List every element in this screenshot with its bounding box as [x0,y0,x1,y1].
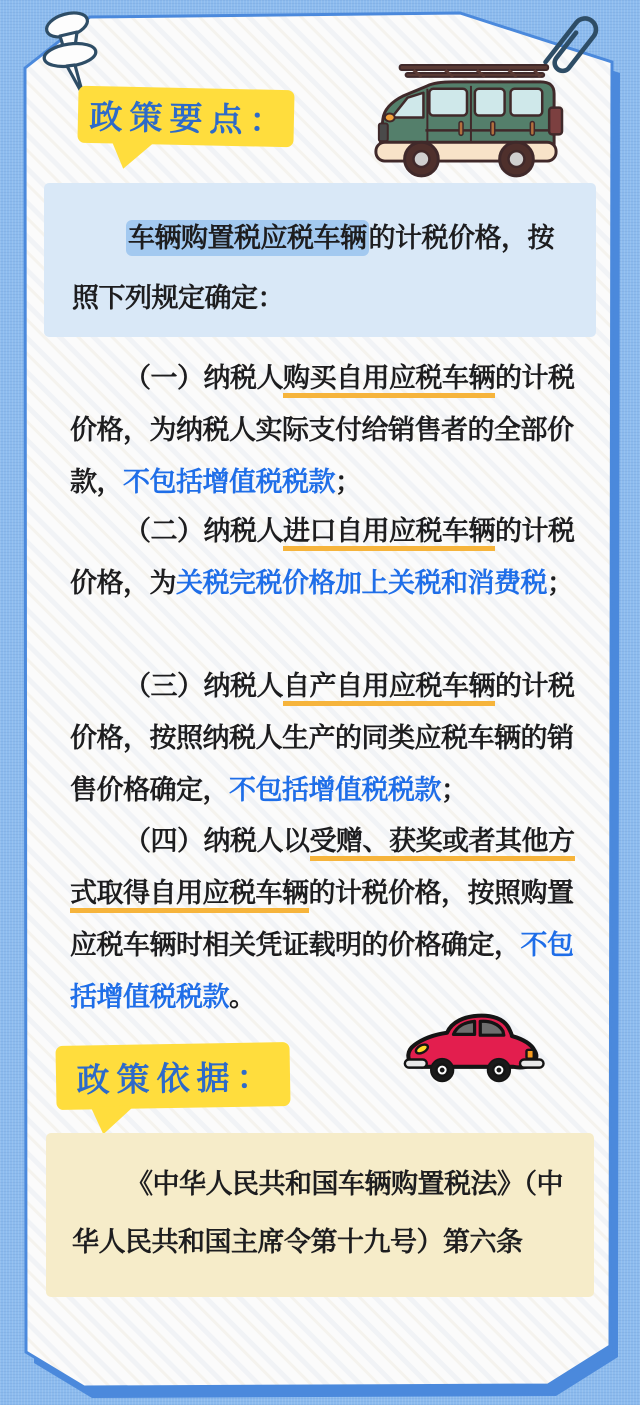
rule-text: ； [547,568,574,598]
policy-basis-badge-label: 政策依据： [76,1057,277,1099]
rule-emphasis-text: 关税完税价格加上关税和消费税 [176,568,547,598]
rule-text: 。 [229,982,256,1012]
badge-tail [111,140,156,169]
policy-basis-citation-box [46,1133,594,1297]
tax-rule-item-3 [70,660,578,816]
key-points-badge [77,86,294,148]
summary-highlighted-text: 车辆购置税应税车辆 [126,220,369,256]
rule-text: （三）纳税人 [124,671,283,701]
rule-text: 的计税价格，按照购置应税车辆时相关凭证载明的价格确定， [70,878,574,960]
rule-text: 的计税价格，为 [70,516,575,598]
green-van-illustration [366,56,564,180]
rule-emphasis-text: 不包括增值税税款 [229,775,441,805]
rule-text: （二）纳税人 [124,516,283,546]
rule-text: ； [335,467,362,497]
red-car-illustration [400,1006,550,1096]
key-points-badge-label: 政策要点： [89,97,290,140]
summary-text [72,208,574,328]
summary-rest-text: 的计税价格，按照下列规定确定： [72,223,554,313]
rule-underlined-text: 受赠、获奖或者其他方式取得自用应税车辆 [70,826,575,913]
rule-underlined-text: 自产自用应税车辆 [283,671,495,706]
policy-basis-badge [55,1042,290,1110]
rule-underlined-text: 购买自用应税车辆 [283,363,495,398]
rule-emphasis-text: 不包括增值税税款 [70,930,574,1012]
tax-rule-item-4 [70,815,578,1023]
rule-text: 的计税价格，为纳税人实际支付给销售者的全部价款， [70,363,575,497]
rule-underlined-text: 进口自用应税车辆 [283,516,495,551]
rule-text: ； [441,775,468,805]
citation-text: 《中华人民共和国车辆购置税法》（中华人民共和国主席令第十九号）第六条 [72,1169,563,1257]
badge-tail [91,1106,135,1135]
key-points-summary-box [44,183,596,337]
rule-text: （一）纳税人 [124,363,283,393]
tax-rule-item-2 [70,505,578,609]
rule-text: （四）纳税人以 [124,826,310,856]
tax-rule-item-1 [70,352,578,508]
rule-text: 的计税价格，按照纳税人生产的同类应税车辆的销售价格确定， [70,671,575,805]
rule-emphasis-text: 不包括增值税税款 [123,467,335,497]
